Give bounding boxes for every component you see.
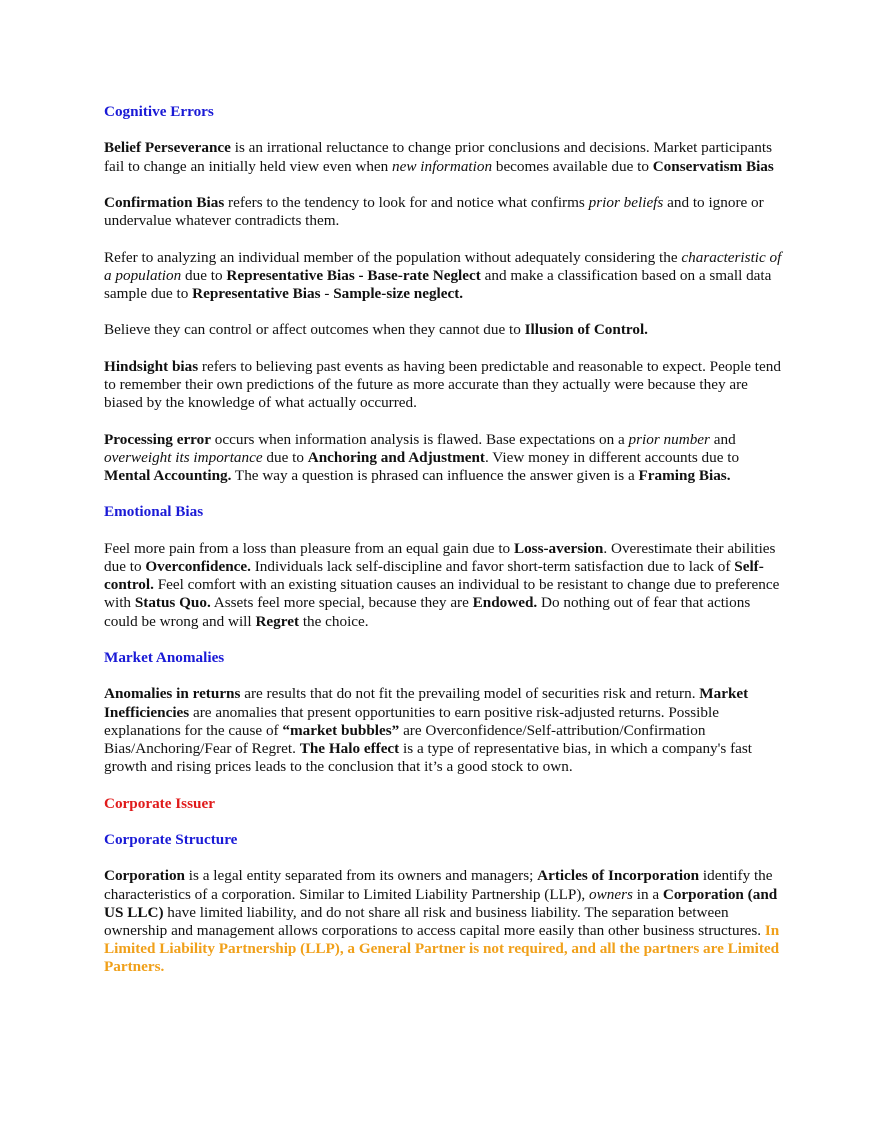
- heading-emotional-bias: Emotional Bias: [104, 503, 204, 521]
- text: is a type of representative bias, in which a company's fast growth and rising prices leads to the conclusion that it’s a good stock to own.: [104, 739, 753, 776]
- term-corporation-us-llc: Corporation (and US LLC): [104, 885, 778, 921]
- paragraph-confirmation-bias: [104, 194, 784, 230]
- term-sample-size-neglect: Sample-size neglect.: [333, 284, 464, 302]
- term-mental-accounting: Mental Accounting.: [104, 466, 232, 484]
- text: and to ignore or undervalue whatever contradicts them.: [104, 193, 764, 230]
- text: refers to believing past events as having been predictable and reasonable to expect. People tend to remember their own predictions of the future as more accurate than they actually were because they are biased by the knowledge of what actually occurred.: [104, 357, 781, 412]
- text: due to: [181, 266, 227, 284]
- text: are results that do not fit the prevailing model of securities risk and return.: [240, 685, 700, 703]
- text: have limited liability, and do not share all risk and business liability. The separation between ownership and management allows corporations to access capital more easily than other business structures.: [104, 903, 765, 939]
- emphasis-characteristic: characteristic of a population: [104, 248, 782, 284]
- term-overconfidence: Overconfidence.: [145, 557, 251, 575]
- term-belief-perseverance: Belief Perseverance: [104, 139, 231, 157]
- term-framing-bias: Framing Bias.: [638, 466, 731, 484]
- emphasis-owners: owners: [589, 885, 633, 903]
- text: . Overestimate their abilities due to: [104, 539, 776, 575]
- text: The way a question is phrased can influence the answer given is a: [231, 466, 639, 484]
- text: is an irrational reluctance to change prior conclusions and decisions. Market participants fail to change an initially held view even when: [104, 139, 773, 175]
- text: in a: [632, 885, 663, 903]
- highlight-llp-note: In Limited Liability Partnership (LLP), a General Partner is not required, and all the partners are Limited Partners.: [104, 921, 780, 976]
- term-processing-error: Processing error: [104, 430, 211, 448]
- text: Individuals lack self-discipline and favor short-term satisfaction due to lack of: [250, 557, 735, 575]
- text: and: [709, 430, 736, 448]
- text: the choice.: [299, 612, 369, 630]
- term-market-bubbles: “market bubbles”: [282, 721, 400, 739]
- text: identify the characteristics of a corporation. Similar to Limited Liability Partnership (LLP),: [104, 867, 773, 903]
- text: due to: [262, 448, 308, 466]
- heading-market-anomalies: Market Anomalies: [104, 648, 225, 666]
- heading-cognitive-errors: Cognitive Errors: [104, 103, 214, 120]
- term-endowed: Endowed.: [472, 594, 538, 612]
- term-anchoring: Anchoring and Adjustment: [307, 448, 485, 466]
- paragraph-emotional-bias: [104, 540, 784, 631]
- paragraph-corporation: [104, 867, 784, 976]
- paragraph-market-anomalies: [104, 685, 784, 776]
- term-confirmation-bias: Confirmation Bias: [104, 193, 225, 211]
- text: Feel more pain from a loss than pleasure from an equal gain due to: [104, 539, 514, 557]
- term-illusion-of-control: Illusion of Control.: [524, 321, 648, 339]
- paragraph-hindsight-bias: [104, 358, 784, 413]
- heading-corporate-issuer: Corporate Issuer: [104, 794, 215, 812]
- heading-corporate-structure: Corporate Structure: [104, 830, 238, 848]
- text: Assets feel more special, because they are: [210, 594, 473, 612]
- text: Do nothing out of fear that actions could be wrong and will: [104, 594, 751, 630]
- term-conservatism-bias: Conservatism Bias: [652, 157, 774, 175]
- emphasis-overweight: overweight its importance: [104, 448, 263, 466]
- term-market-inefficiencies: Market Inefficiencies: [104, 685, 749, 721]
- term-base-rate-neglect: Representative Bias - Base-rate Neglect: [226, 266, 481, 284]
- term-representative-bias: Representative Bias: [192, 284, 321, 302]
- text: is a legal entity separated from its owners and managers;: [185, 867, 538, 885]
- document-body: [104, 103, 784, 977]
- term-loss-aversion: Loss-aversion: [513, 539, 604, 557]
- text: Feel comfort with an existing situation causes an individual to be resistant to change due to preference with: [104, 576, 780, 612]
- paragraph-illusion-of-control: [104, 321, 784, 339]
- term-self-control: Self-control.: [104, 557, 764, 594]
- text: becomes available due to: [492, 157, 653, 175]
- text: are Overconfidence/Self-attribution/Confirmation Bias/Anchoring/Fear of Regret.: [104, 721, 706, 757]
- term-hindsight-bias: Hindsight bias: [104, 357, 199, 375]
- term-corporation: Corporation: [104, 867, 185, 885]
- text: Believe they can control or affect outcomes when they cannot due to: [104, 321, 525, 339]
- term-articles-of-incorporation: Articles of Incorporation: [537, 867, 700, 885]
- text: and make a classification based on a small data sample due to: [104, 266, 772, 302]
- emphasis-prior-beliefs: prior beliefs: [588, 193, 664, 211]
- emphasis-new-information: new information: [392, 157, 493, 175]
- text: Refer to analyzing an individual member of the population without adequately considering the: [104, 248, 682, 266]
- text: -: [320, 284, 334, 302]
- paragraph-belief-perseverance: [104, 139, 784, 175]
- term-halo-effect: The Halo effect: [299, 739, 400, 757]
- text: occurs when information analysis is flawed. Base expectations on a: [210, 430, 629, 448]
- term-anomalies-in-returns: Anomalies in returns: [104, 685, 241, 703]
- paragraph-representative-bias: [104, 249, 784, 304]
- text: refers to the tendency to look for and notice what confirms: [224, 193, 589, 211]
- text: . View money in different accounts due to: [484, 448, 740, 466]
- paragraph-processing-error: [104, 431, 784, 486]
- text: are anomalies that present opportunities to earn positive risk-adjusted returns. Possible explanations for the cause of: [104, 703, 719, 739]
- emphasis-prior-number: prior number: [628, 430, 710, 448]
- term-regret: Regret: [255, 612, 300, 630]
- term-status-quo: Status Quo.: [134, 594, 211, 612]
